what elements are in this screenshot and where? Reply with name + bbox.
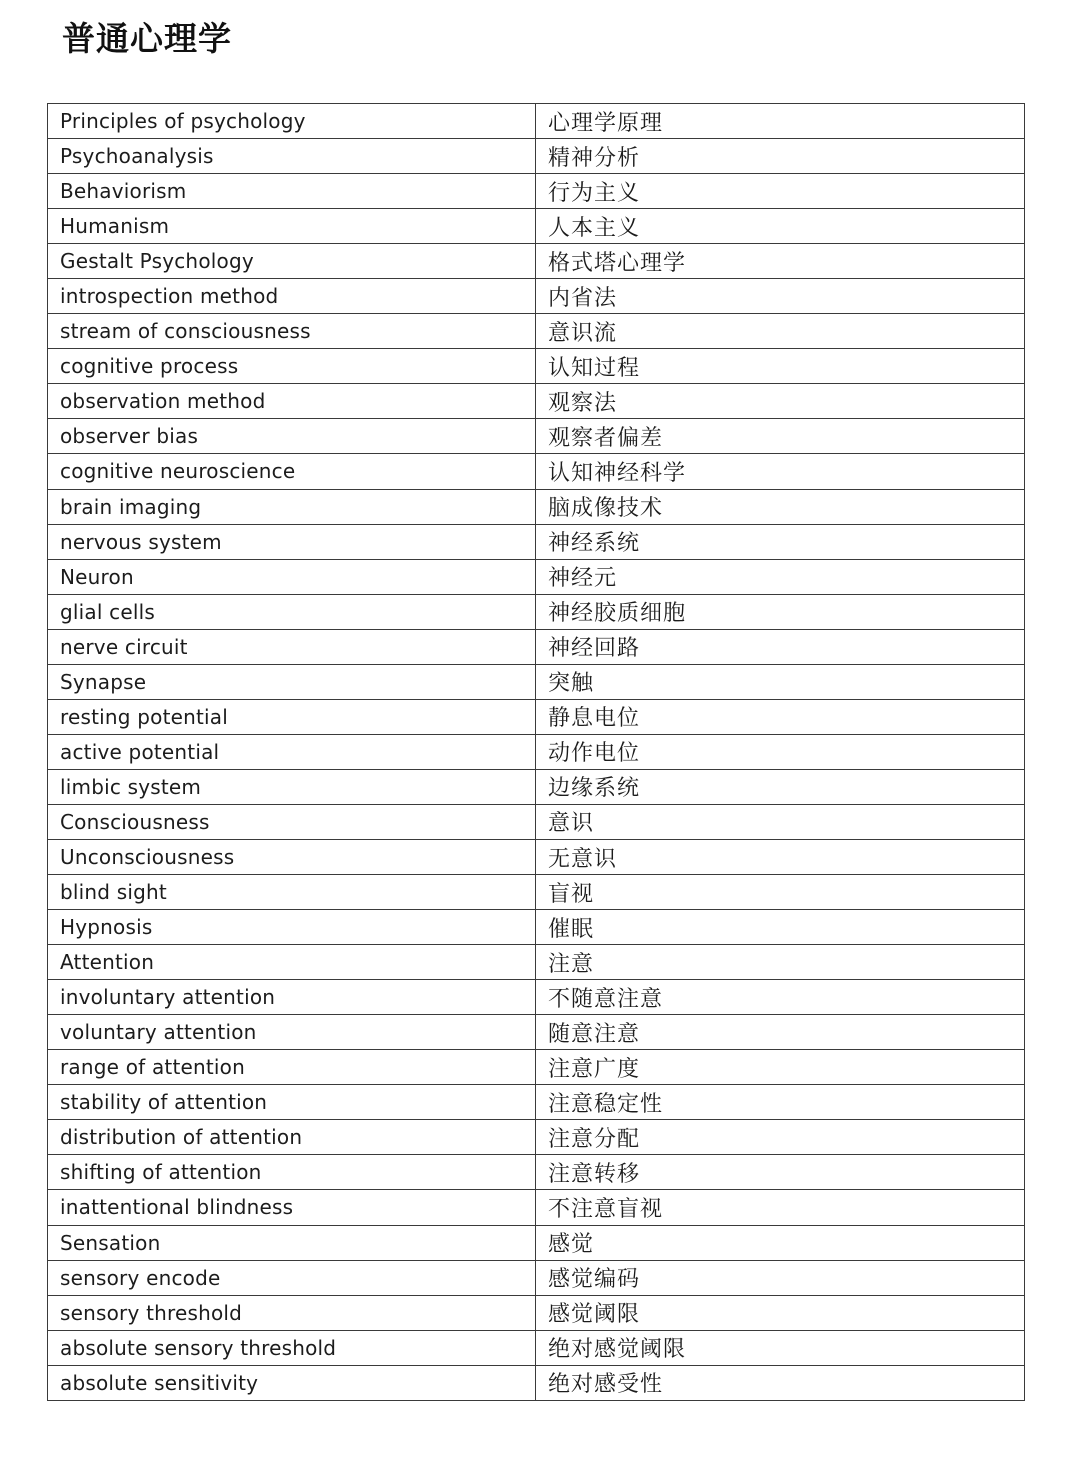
term-english: observation method bbox=[48, 384, 536, 419]
term-chinese: 绝对感觉阈限 bbox=[536, 1330, 1025, 1365]
term-english: glial cells bbox=[48, 594, 536, 629]
term-english: observer bias bbox=[48, 419, 536, 454]
table-row bbox=[48, 910, 1025, 945]
term-english: Synapse bbox=[48, 664, 536, 699]
term-english: Neuron bbox=[48, 559, 536, 594]
term-chinese: 精神分析 bbox=[536, 139, 1025, 174]
term-english: stream of consciousness bbox=[48, 314, 536, 349]
table-row bbox=[48, 174, 1025, 209]
term-chinese: 随意注意 bbox=[536, 1015, 1025, 1050]
table-row bbox=[48, 699, 1025, 734]
term-english: voluntary attention bbox=[48, 1015, 536, 1050]
glossary-body bbox=[48, 104, 1025, 1401]
term-chinese: 意识流 bbox=[536, 314, 1025, 349]
term-english: nerve circuit bbox=[48, 629, 536, 664]
term-english: shifting of attention bbox=[48, 1155, 536, 1190]
term-chinese: 催眠 bbox=[536, 910, 1025, 945]
table-row bbox=[48, 804, 1025, 839]
term-english: distribution of attention bbox=[48, 1120, 536, 1155]
term-chinese: 感觉阈限 bbox=[536, 1295, 1025, 1330]
term-english: Principles of psychology bbox=[48, 104, 536, 139]
table-row bbox=[48, 1050, 1025, 1085]
term-chinese: 注意广度 bbox=[536, 1050, 1025, 1085]
table-row bbox=[48, 1225, 1025, 1260]
table-row bbox=[48, 559, 1025, 594]
table-row bbox=[48, 349, 1025, 384]
term-chinese: 无意识 bbox=[536, 839, 1025, 874]
table-row bbox=[48, 104, 1025, 139]
term-chinese: 注意转移 bbox=[536, 1155, 1025, 1190]
table-row bbox=[48, 875, 1025, 910]
term-english: absolute sensitivity bbox=[48, 1365, 536, 1400]
term-chinese: 动作电位 bbox=[536, 734, 1025, 769]
term-english: introspection method bbox=[48, 279, 536, 314]
term-chinese: 格式塔心理学 bbox=[536, 244, 1025, 279]
term-english: brain imaging bbox=[48, 489, 536, 524]
term-english: cognitive neuroscience bbox=[48, 454, 536, 489]
term-chinese: 神经胶质细胞 bbox=[536, 594, 1025, 629]
term-chinese: 脑成像技术 bbox=[536, 489, 1025, 524]
table-row bbox=[48, 454, 1025, 489]
term-chinese: 神经系统 bbox=[536, 524, 1025, 559]
term-chinese: 神经回路 bbox=[536, 629, 1025, 664]
table-row bbox=[48, 1365, 1025, 1400]
table-row bbox=[48, 1295, 1025, 1330]
term-english: resting potential bbox=[48, 699, 536, 734]
table-row bbox=[48, 1260, 1025, 1295]
table-row bbox=[48, 384, 1025, 419]
term-chinese: 注意分配 bbox=[536, 1120, 1025, 1155]
term-chinese: 行为主义 bbox=[536, 174, 1025, 209]
glossary-table bbox=[47, 103, 1025, 1401]
term-english: Humanism bbox=[48, 209, 536, 244]
table-row bbox=[48, 629, 1025, 664]
term-english: stability of attention bbox=[48, 1085, 536, 1120]
table-row bbox=[48, 945, 1025, 980]
table-row bbox=[48, 314, 1025, 349]
term-english: range of attention bbox=[48, 1050, 536, 1085]
term-chinese: 神经元 bbox=[536, 559, 1025, 594]
table-row bbox=[48, 1085, 1025, 1120]
term-english: Hypnosis bbox=[48, 910, 536, 945]
term-chinese: 认知神经科学 bbox=[536, 454, 1025, 489]
table-row bbox=[48, 1190, 1025, 1225]
term-english: Consciousness bbox=[48, 804, 536, 839]
table-row bbox=[48, 209, 1025, 244]
term-english: sensory threshold bbox=[48, 1295, 536, 1330]
term-chinese: 内省法 bbox=[536, 279, 1025, 314]
term-chinese: 盲视 bbox=[536, 875, 1025, 910]
term-english: Unconsciousness bbox=[48, 839, 536, 874]
term-english: inattentional blindness bbox=[48, 1190, 536, 1225]
term-chinese: 感觉编码 bbox=[536, 1260, 1025, 1295]
term-chinese: 心理学原理 bbox=[536, 104, 1025, 139]
term-english: Psychoanalysis bbox=[48, 139, 536, 174]
table-row bbox=[48, 489, 1025, 524]
term-english: limbic system bbox=[48, 769, 536, 804]
table-row bbox=[48, 664, 1025, 699]
term-english: nervous system bbox=[48, 524, 536, 559]
table-row bbox=[48, 980, 1025, 1015]
term-english: Sensation bbox=[48, 1225, 536, 1260]
term-chinese: 不随意注意 bbox=[536, 980, 1025, 1015]
term-chinese: 注意稳定性 bbox=[536, 1085, 1025, 1120]
table-row bbox=[48, 524, 1025, 559]
table-row bbox=[48, 419, 1025, 454]
term-chinese: 不注意盲视 bbox=[536, 1190, 1025, 1225]
term-chinese: 认知过程 bbox=[536, 349, 1025, 384]
term-chinese: 突触 bbox=[536, 664, 1025, 699]
term-english: Gestalt Psychology bbox=[48, 244, 536, 279]
term-english: blind sight bbox=[48, 875, 536, 910]
term-chinese: 边缘系统 bbox=[536, 769, 1025, 804]
term-chinese: 人本主义 bbox=[536, 209, 1025, 244]
term-chinese: 意识 bbox=[536, 804, 1025, 839]
table-row bbox=[48, 1015, 1025, 1050]
table-row bbox=[48, 139, 1025, 174]
term-english: absolute sensory threshold bbox=[48, 1330, 536, 1365]
term-english: cognitive process bbox=[48, 349, 536, 384]
table-row bbox=[48, 1155, 1025, 1190]
table-row bbox=[48, 1330, 1025, 1365]
table-row bbox=[48, 244, 1025, 279]
term-english: Behaviorism bbox=[48, 174, 536, 209]
term-chinese: 绝对感受性 bbox=[536, 1365, 1025, 1400]
term-english: active potential bbox=[48, 734, 536, 769]
term-english: involuntary attention bbox=[48, 980, 536, 1015]
term-english: Attention bbox=[48, 945, 536, 980]
page-title: 普通心理学 bbox=[62, 19, 232, 58]
table-row bbox=[48, 1120, 1025, 1155]
term-chinese: 静息电位 bbox=[536, 699, 1025, 734]
term-chinese: 观察法 bbox=[536, 384, 1025, 419]
term-chinese: 注意 bbox=[536, 945, 1025, 980]
table-row bbox=[48, 839, 1025, 874]
term-english: sensory encode bbox=[48, 1260, 536, 1295]
term-chinese: 观察者偏差 bbox=[536, 419, 1025, 454]
term-chinese: 感觉 bbox=[536, 1225, 1025, 1260]
table-row bbox=[48, 734, 1025, 769]
table-row bbox=[48, 769, 1025, 804]
table-row bbox=[48, 279, 1025, 314]
table-row bbox=[48, 594, 1025, 629]
